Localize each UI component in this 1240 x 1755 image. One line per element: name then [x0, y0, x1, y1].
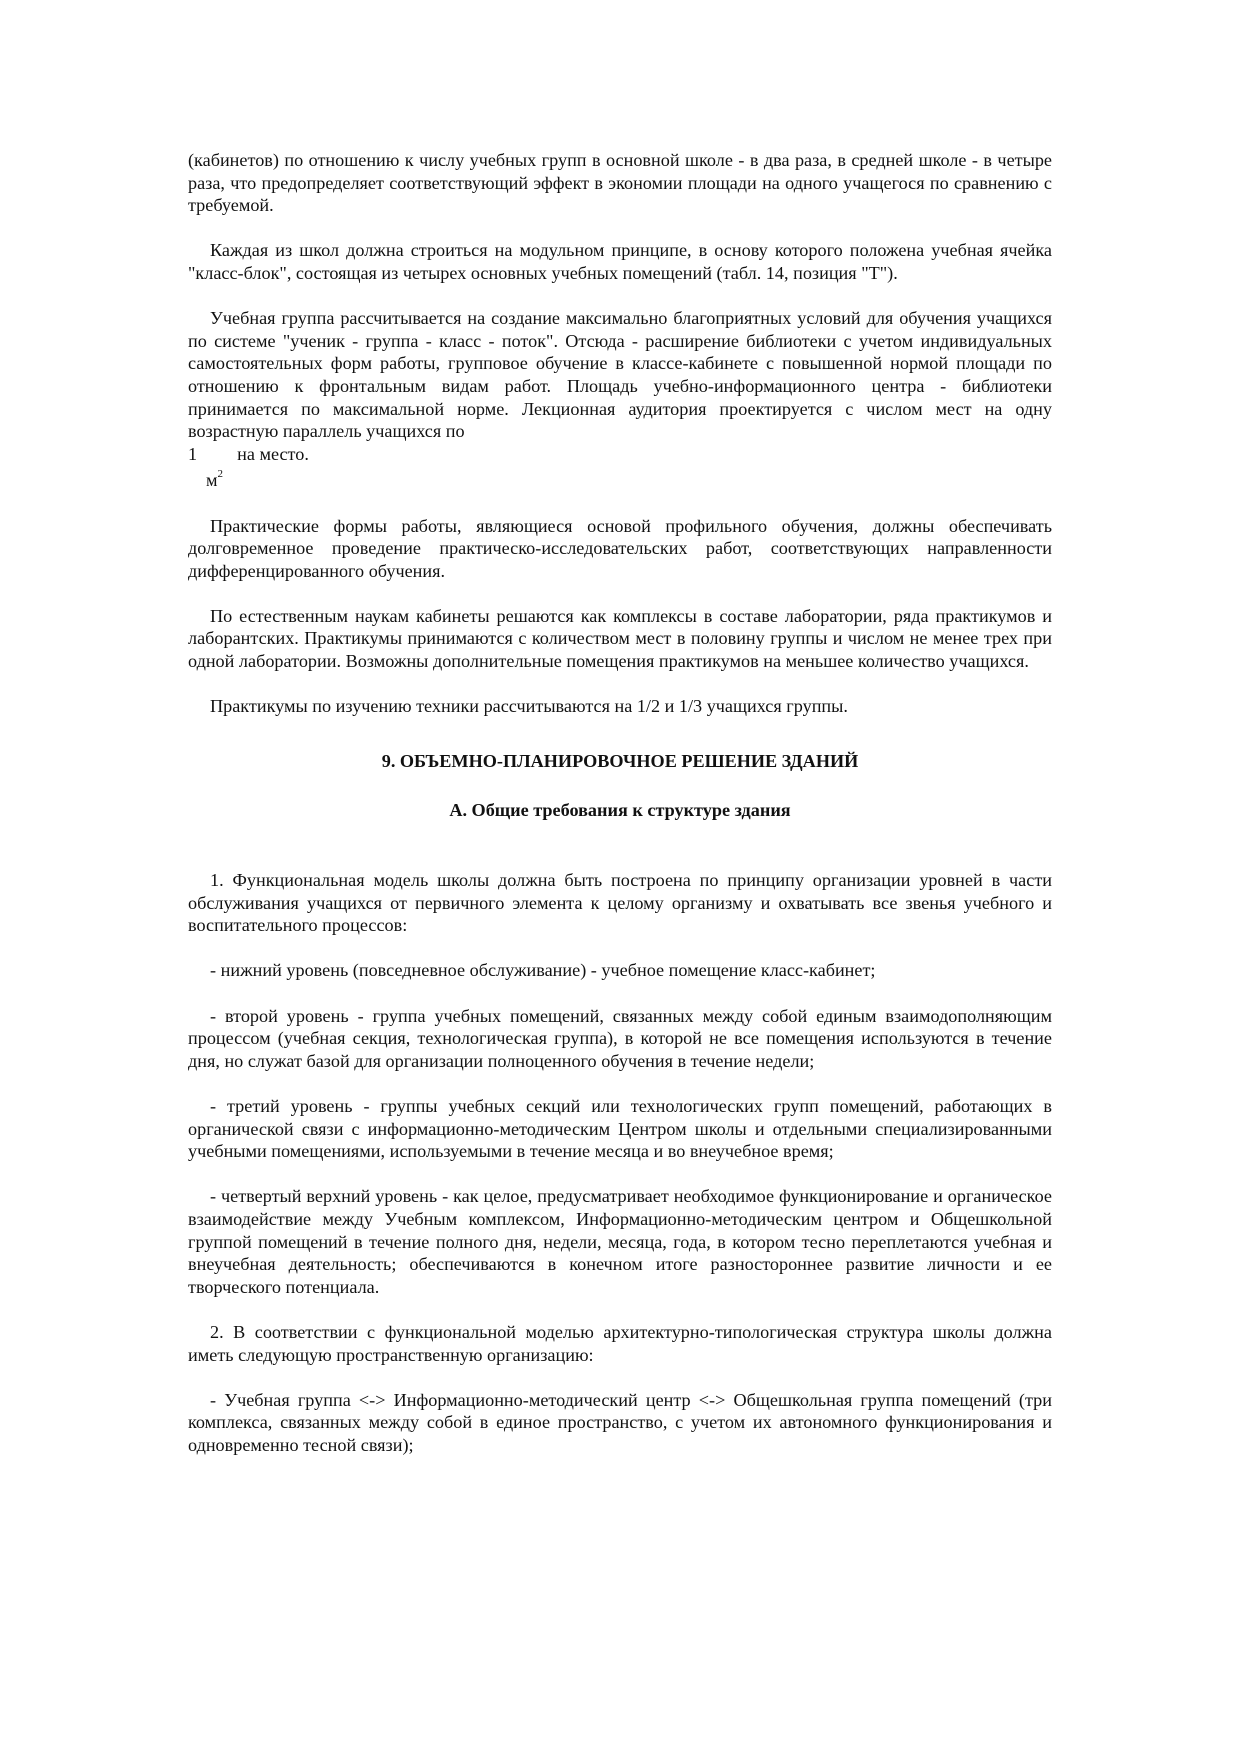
paragraph: По естественным наукам кабинеты решаются как комплексы в составе лаборатории, ряда практикумов и лаборантских. Практикумы принимаются с количеством мест в половину группы и числом не менее трех при одной лаборатории. Возможны дополнительные помещения практикумов на меньшее количество учащихся.: [188, 605, 1052, 672]
paragraph: Практические формы работы, являющиеся основой профильного обучения, должны обеспечивать долговременное проведение практическо-исследовательских работ, соответствующих направленности дифференцированного обучения.: [188, 515, 1052, 581]
list-item: - третий уровень - группы учебных секций или технологических групп помещений, работающих в органической связи с информационно-методическим Центром школы и отдельными специализированными учебными помещениями, используемыми в течение месяца и во внеучебное время;: [188, 1095, 1052, 1162]
paragraph: (кабинетов) по отношению к числу учебных групп в основной школе - в два раза, в средней школе - в четыре раза, что предопределяет соответствующий эффект в экономии площади на одного учащегося по сравнению с требуемой.: [188, 150, 1052, 216]
paragraph: [188, 307, 1052, 443]
norm-tail: на место.: [237, 443, 309, 464]
list-item: - Учебная группа <-> Информационно-методический центр <-> Общешкольная группа помещений (три комплекса, связанных между собой в единое пространство, с учетом их автономного функционирования и одновременно тесной связи);: [188, 1389, 1052, 1455]
paragraph-text: Учебная группа рассчитывается на создание максимально благоприятных условий для обучения учащихся по системе "ученик - группа - класс - поток". Отсюда - расширение библиотеки с учетом индивидуальных самостоятельных форм работы, групповое обучение в классе-кабинете с повышенной нормой площади по отношению к фронтальным видам работ. Площадь учебно-информационного центра - библиотеки принимается по максимальной норме. Лекционная аудитория проектируется с числом мест на одну возрастную параллель учащихся по: [188, 308, 1052, 442]
paragraph: Практикумы по изучению техники рассчитываются на 1/2 и 1/3 учащихся группы.: [210, 696, 848, 717]
list-item: - нижний уровень (повседневное обслуживание) - учебное помещение класс-кабинет;: [210, 960, 876, 981]
paragraph: 1. Функциональная модель школы должна быть построена по принципу организации уровней в части обслуживания учащихся от первичного элемента к целому организму и охватывать все звенья учебного и воспитательного процессов:: [188, 870, 1052, 936]
list-item: - второй уровень - группа учебных помещений, связанных между собой единым взаимодополняющим процессом (учебная секция, технологическая группа), в которой не все помещения используются в течение дня, но служат базой для организации полноценного обучения в течение недели;: [188, 1005, 1052, 1071]
subsection-title: А. Общие требования к структуре здания: [449, 800, 791, 821]
list-item: - четвертый верхний уровень - как целое, предусматривает необходимое функционирование и органическое взаимодействие между Учебным комплексом, Информационно-методическим центром и Общешкольной группой помещений в течение полного дня, недели, месяца, года, в котором тесно переплетаются учебная и внеучебная деятельность; обеспечиваются в конечном итоге разностороннее развитие личности и ее творческого потенциала.: [188, 1186, 1052, 1297]
norm-line: [188, 443, 1052, 492]
document-page: [188, 149, 1052, 1479]
unit-text: м: [206, 470, 218, 491]
norm-unit: [188, 463, 1052, 492]
norm-value: 1: [188, 443, 198, 464]
paragraph: 2. В соответствии с функциональной моделью архитектурно-типологическая структура школы должна иметь следующую пространственную организацию:: [188, 1321, 1052, 1365]
section-body: [188, 869, 1052, 1456]
unit-exponent: 2: [217, 468, 224, 481]
section-title: 9. ОБЪЕМНО-ПЛАНИРОВОЧНОЕ РЕШЕНИЕ ЗДАНИЙ: [381, 750, 859, 771]
paragraph: Каждая из школ должна строиться на модульном принципе, в основу которого положена учебная ячейка "класс-блок", состоящая из четырех основных учебных помещений (табл. 14, позиция "Т").: [188, 240, 1052, 283]
